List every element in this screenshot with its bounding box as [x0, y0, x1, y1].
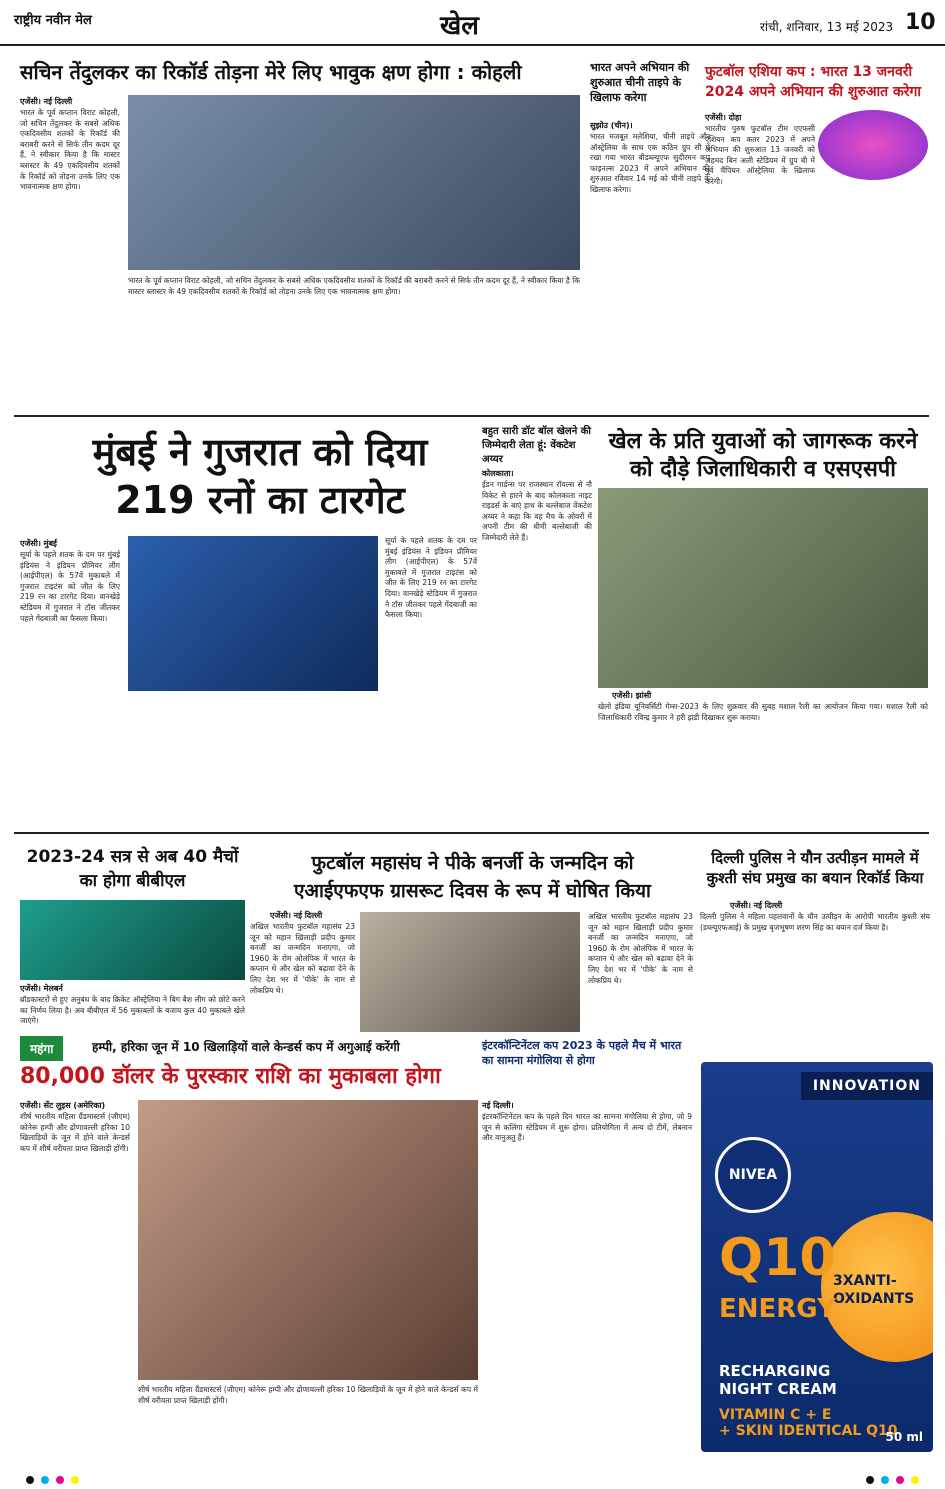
- story6-photo: [598, 488, 928, 688]
- story10-body: शीर्ष भारतीय महिला ग्रैंडमास्टर्स (जीएम) कोनेरू हम्पी और द्रोणावल्ली हरिका 10 खिलाड़ियों के जून में होने वाले केन्डर्स कप में शीर्ष वरीयता प्राप्त खिलाड़ी होंगी।: [20, 1112, 130, 1153]
- story4-headline-line1: मुंबई ने गुजरात को दिया: [92, 430, 428, 474]
- story5-headline: बहुत सारी डॉट बॉल खेलने की जिम्मेदारी लेता हूं: वेंकटेश अय्यर: [482, 426, 591, 465]
- story1-headline: सचिन तेंदुलकर का रिकॉर्ड तोड़ना मेरे लिए भावुक क्षण होगा : कोहली: [20, 60, 522, 84]
- section-title: खेल: [440, 11, 479, 41]
- ad-recharge-line1: RECHARGING: [719, 1362, 831, 1380]
- registration-dot-black: [26, 1476, 34, 1484]
- story3-headline: फुटबॉल एशिया कप : भारत 13 जनवरी 2024 अपने अभियान की शुरुआत करेगा: [705, 64, 921, 100]
- story3-byline: एजेंसी। दोहा: [705, 113, 742, 122]
- ad-vitamin-line2: + SKIN IDENTICAL Q10: [719, 1423, 898, 1439]
- story7-body: ब्रॉडकास्टरों से हुए अनुबंध के बाद क्रिकेट ऑस्ट्रेलिया ने बिग बैश लीग को छोटे करने का निर्णय लिया है। अब बीबीएल में 56 मुकाबलों के बजाय कुल 40 मुकाबले खेले जाएंगे।: [20, 995, 245, 1026]
- registration-dot-cyan-2: [881, 1476, 889, 1484]
- ad-innovation-tag: INNOVATION: [801, 1072, 933, 1100]
- story7-byline: एजेंसी। मेलबर्न: [20, 984, 63, 993]
- story4-body-cont: सूर्या के पहले शतक के दम पर मुंबई इंडियंस ने इंडियन प्रीमियर लीग (आईपीएल) के 57वें मुकाबले में गुजरात टाइटंस को जीत के लिए 219 रन का टारगेट दिया। वानखेड़े स्टेडियम में गुजरात ने टॉस जीतकर पहले गेंदबाजी का फैसला किया।: [385, 536, 477, 620]
- story8-headline-line2: एआईएफएफ ग्रासरूट दिवस के रूप में घोषित किया: [294, 880, 651, 902]
- story11-body: इंटरकॉन्टिनेंटल कप के पहले दिन भारत का सामना मंगोलिया से होगा, जो 9 जून से कलिंगा स्टेडियम में शुरू होगा। प्रतियोगिता में अन्य दो टीमें, लेबनान और वानुअतु हैं।: [482, 1112, 692, 1143]
- ad-product-name: Q10: [719, 1228, 836, 1288]
- registration-dot-black-2: [866, 1476, 874, 1484]
- story2-body: भारत मजबूत मलेशिया, चीनी ताइपे और ऑस्ट्रेलिया के साथ एक कठिन ग्रुप सी में रखा गया भारत बीडब्ल्यूएफ सुदीरमन कप फाइनल्स 2023 में अपने अभियान की शुरुआत रविवार 14 मई को चीनी ताइपे के खिलाफ करेगा।: [590, 132, 710, 194]
- story6-byline: एजेंसी। झांसी: [612, 691, 652, 700]
- ad-vitamin-line1: VITAMIN C + E: [719, 1407, 832, 1423]
- story11-headline: इंटरकॉन्टिनेंटल कप 2023 के पहले मैच में भारत का सामना मंगोलिया से होगा: [482, 1039, 682, 1067]
- story1-photo: [128, 95, 580, 270]
- story10-kicker: हम्पी, हरिका जून में 10 खिलाड़ियों वाले केन्डर्स कप में अगुआई करेंगी: [92, 1040, 400, 1054]
- story9-byline: एजेंसी। नई दिल्ली: [730, 901, 783, 910]
- story8-photo: [360, 912, 580, 1032]
- section-divider-2: [14, 832, 929, 834]
- story8-body-cont: अखिल भारतीय फुटबॉल महासंघ 23 जून को महान खिलाड़ी प्रदीप कुमार बनर्जी का जन्मदिन मनाएगा, जो 1960 के रोम ओलंपिक में भारत के कप्तान थे और खेल को बढ़ावा देने के लिए देश भर में 'पीके' के नाम से लोकप्रिय थे।: [588, 912, 693, 985]
- story3-ball-photo: [818, 110, 928, 180]
- ad-energy: ENERGY: [719, 1294, 836, 1324]
- story9-headline-line2: कुश्ती संघ प्रमुख का बयान रिकॉर्ड किया: [706, 869, 924, 887]
- story2-byline: सुझोउ (चीन)।: [590, 121, 633, 130]
- story10-headline: 80,000 डॉलर के पुरस्कार राशि का मुकाबला होगा: [20, 1064, 441, 1089]
- nivea-advertisement: [701, 1062, 933, 1452]
- story9-headline-line1: दिल्ली पुलिस ने यौन उत्पीड़न मामले में: [711, 849, 919, 867]
- story10-body-cont: शीर्ष भारतीय महिला ग्रैंडमास्टर्स (जीएम) कोनेरू हम्पी और द्रोणावल्ली हरिका 10 खिलाड़ियों के जून में होने वाले केन्डर्स कप में शीर्ष वरीयता प्राप्त खिलाड़ी होंगी।: [138, 1385, 478, 1405]
- page-number: 10: [905, 10, 936, 35]
- story4-photo: [128, 536, 378, 691]
- newspaper-logo: राष्ट्रीय नवीन मेल: [14, 13, 92, 28]
- story4-headline-line2: 219 रनों का टारगेट: [115, 478, 405, 522]
- story1-body-cont: भारत के पूर्व कप्तान विराट कोहली, जो सचिन तेंदुलकर के सबसे अधिक एकदिवसीय शतकों के रिकॉर्ड की बराबरी करने से सिर्फ तीन कदम दूर हैं, ने स्वीकार किया है कि मास्टर ब्लास्टर के 49 एकदिवसीय शतकों के रिकॉर्ड को तोड़ना उनके लिए एक भावनात्मक क्षण होगा।: [128, 276, 580, 296]
- nivea-logo: NIVEA: [715, 1137, 791, 1213]
- registration-dot-yellow: [71, 1476, 79, 1484]
- registration-bar: [0, 1470, 945, 1480]
- story10-byline: एजेंसी। सेंट लुइस (अमेरिका): [20, 1101, 106, 1110]
- story1-body: भारत के पूर्व कप्तान विराट कोहली, जो सचिन तेंदुलकर के सबसे अधिक एकदिवसीय शतकों के रिकॉर्ड की बराबरी करने से सिर्फ तीन कदम दूर हैं, ने स्वीकार किया है कि मास्टर ब्लास्टर के 49 एकदिवसीय शतकों के रिकॉर्ड को तोड़ना उनके लिए एक भावनात्मक क्षण होगा।: [20, 108, 120, 192]
- story10-photo: [138, 1100, 478, 1380]
- registration-dots: [0, 1475, 945, 1485]
- story11-byline: नई दिल्ली।: [482, 1101, 514, 1110]
- story8-headline-line1: फुटबॉल महासंघ ने पीके बनर्जी के जन्मदिन को: [311, 852, 634, 874]
- ad-badge: [833, 1272, 914, 1308]
- story5-body: ईडन गार्डन्स पर राजस्थान रॉयल्स से नौ विकेट से हारने के बाद कोलकाता नाइट राइडर्स के बाएं हाथ के बल्लेबाज वेंकटेश अय्यर ने कहा कि वह मैच के ओवरों में अपनी टीम की धीमी बल्लेबाजी की जिम्मेदारी लेते हैं।: [482, 480, 592, 542]
- ad-vitamin: [719, 1407, 898, 1439]
- story7-headline: 2023-24 सत्र से अब 40 मैचों का होगा बीबीएल: [26, 847, 239, 891]
- registration-dot-cyan: [41, 1476, 49, 1484]
- story5-byline: कोलकाता।: [482, 469, 514, 478]
- story6-headline: खेल के प्रति युवाओं को जागरूक करने को दौड़े जिलाधिकारी व एसएसपी: [608, 429, 918, 482]
- registration-dot-yellow-2: [911, 1476, 919, 1484]
- story2-headline: भारत अपने अभियान की शुरुआत चीनी ताइपे के खिलाफ करेगा: [590, 61, 690, 104]
- story4-byline: एजेंसी। मुंबई: [20, 539, 57, 548]
- ad-recharge-line2: NIGHT CREAM: [719, 1380, 837, 1398]
- story1-byline: एजेंसी। नई दिल्ली: [20, 97, 73, 106]
- story3-body: भारतीय पुरुष फुटबॉल टीम एएफसी एशियन कप कतर 2023 में अपने अभियान की शुरुआत 13 जनवरी को अहमद बिन अली स्टेडियम में ग्रुप बी में पूर्व चैंपियन ऑस्ट्रेलिया के खिलाफ करेगी।: [705, 124, 815, 186]
- registration-dot-magenta: [56, 1476, 64, 1484]
- story9-body: दिल्ली पुलिस ने महिला पहलवानों के यौन उत्पीड़न के आरोपी भारतीय कुश्ती संघ (डब्ल्यूएफआई) के प्रमुख बृजभूषण शरण सिंह का बयान दर्ज किया है।: [700, 912, 930, 932]
- ad-badge-line2: OXIDANTS: [833, 1291, 915, 1307]
- story6-body: खेलो इंडिया यूनिवर्सिटी गेम्स-2023 के लिए शुक्रवार की सुबह मशाल रैली का आयोजन किया गया। मशाल रैली को जिलाधिकारी रविन्द्र कुमार ने हरी झंडी दिखाकर शुरू कराया।: [598, 702, 928, 722]
- story4-body: सूर्या के पहले शतक के दम पर मुंबई इंडियंस ने इंडियन प्रीमियर लीग (आईपीएल) के 57वें मुकाबले में गुजरात टाइटंस को जीत के लिए 219 रन का टारगेट दिया। वानखेड़े स्टेडियम में गुजरात ने टॉस जीतकर पहले गेंदबाजी का फैसला किया।: [20, 550, 120, 623]
- story7-photo: [20, 900, 245, 980]
- ad-volume: 50 ml: [885, 1430, 923, 1444]
- registration-dot-magenta-2: [896, 1476, 904, 1484]
- section-divider-1: [14, 415, 929, 417]
- story8-body: अखिल भारतीय फुटबॉल महासंघ 23 जून को महान खिलाड़ी प्रदीप कुमार बनर्जी का जन्मदिन मनाएगा, जो 1960 के रोम ओलंपिक में भारत के कप्तान थे और खेल को बढ़ावा देने के लिए देश भर में 'पीके' के नाम से लोकप्रिय थे।: [250, 922, 355, 995]
- dateline: रांची, शनिवार, 13 मई 2023: [760, 20, 894, 34]
- story10-tag: महंगा: [20, 1036, 63, 1061]
- ad-badge-line1: 3XANTI-: [833, 1273, 897, 1289]
- ad-recharge: [719, 1362, 837, 1398]
- story8-byline: एजेंसी। नई दिल्ली: [270, 911, 323, 920]
